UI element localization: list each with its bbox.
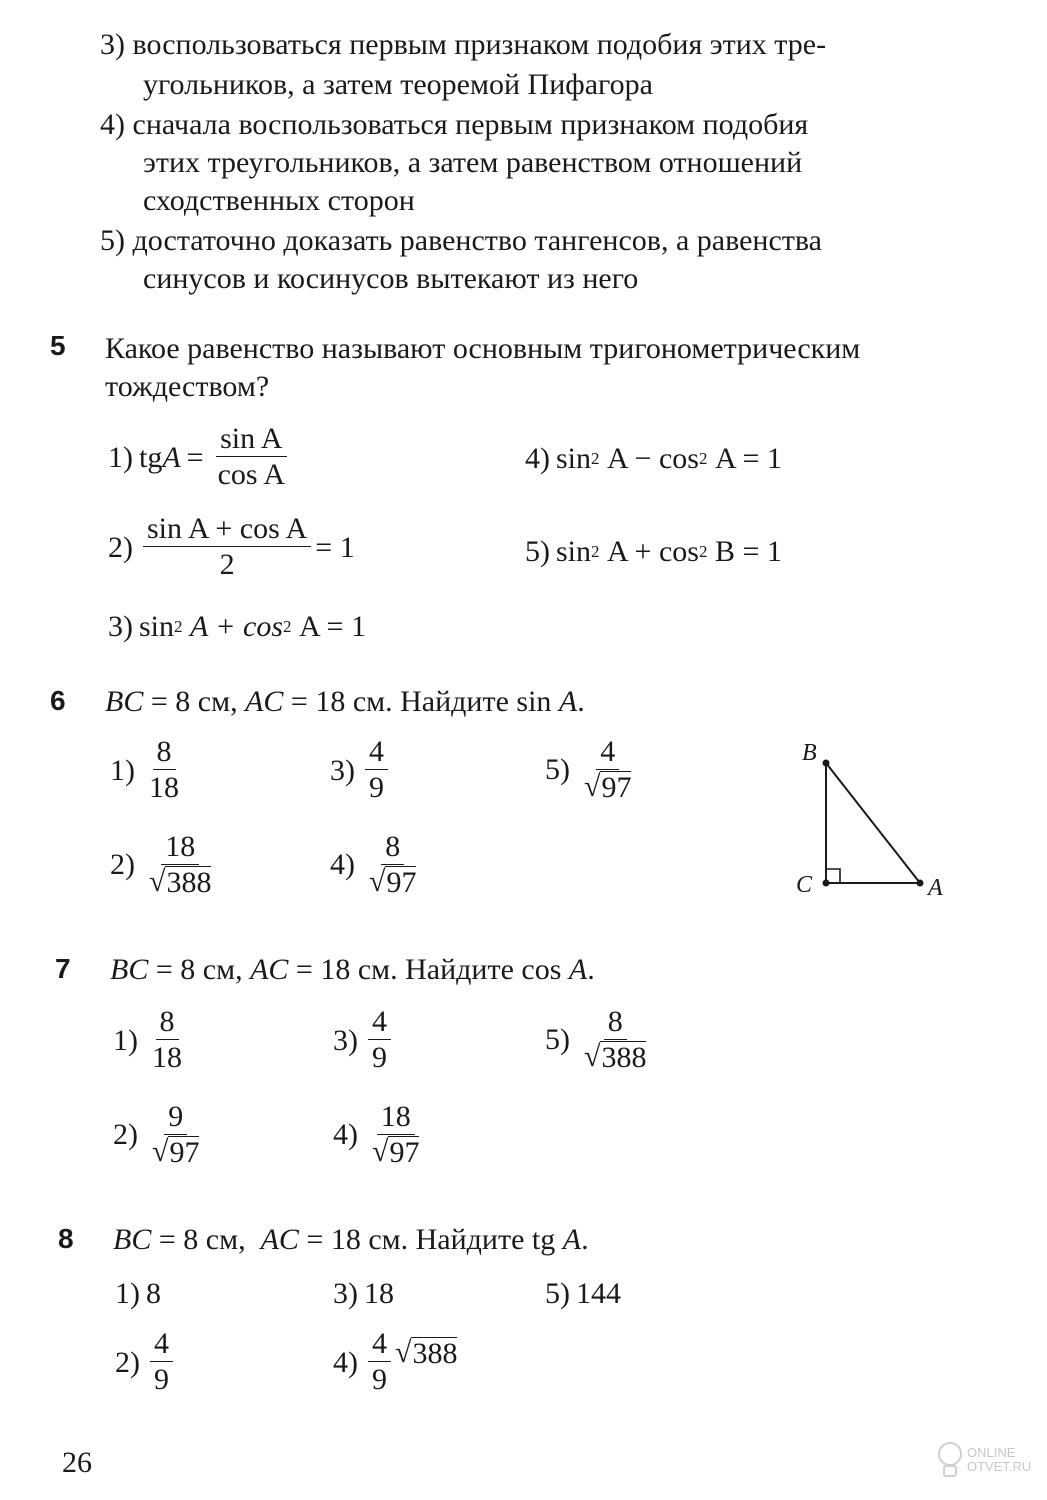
watermark-logo xyxy=(937,1440,1031,1480)
fraction xyxy=(368,1327,391,1398)
q5-option-2[interactable] xyxy=(108,512,355,583)
fraction xyxy=(145,735,183,806)
q6-option-4[interactable] xyxy=(330,830,424,899)
option-label: 1) xyxy=(115,1277,140,1310)
radicand: 388 xyxy=(412,1336,458,1370)
option-label: 1) xyxy=(110,753,135,787)
q5-option-3[interactable]: 3) sin 2 A + cos 2 A = 1 xyxy=(108,610,366,643)
expression: A − cos xyxy=(607,442,699,475)
denominator: 9 xyxy=(154,1363,169,1396)
option-label: 5) xyxy=(545,752,570,786)
fraction xyxy=(580,1005,650,1074)
statement-text: = 18 см. Найдите tg xyxy=(298,1223,563,1256)
denominator-sqrt: √ 97 xyxy=(152,1135,200,1169)
question-number: 6 xyxy=(50,685,66,716)
option-label: 2) xyxy=(110,847,135,881)
statement-text: . xyxy=(577,685,585,718)
question-statement xyxy=(105,683,585,721)
option-label: 1) xyxy=(108,440,133,474)
option-label: 5) xyxy=(100,224,125,257)
q5-option-4[interactable]: 4) sin 2 A − cos 2 A = 1 xyxy=(525,442,782,475)
variable: A xyxy=(558,685,578,718)
option-text: угольников, а затем теоремой Пифагора xyxy=(143,68,653,101)
variable: A xyxy=(162,440,181,474)
segment-bc: BC xyxy=(113,1223,152,1256)
option-label: 5) xyxy=(545,1277,570,1310)
side-ab xyxy=(826,763,920,883)
option-text: синусов и косинусов вытекают из него xyxy=(143,262,639,295)
equals: = xyxy=(186,440,204,474)
numerator: 4 xyxy=(596,735,619,770)
q8-option-5[interactable] xyxy=(545,1277,621,1311)
option-label: 4) xyxy=(100,108,125,141)
option-label: 5) xyxy=(525,535,550,568)
statement-text: = 18 см. Найдите cos xyxy=(288,953,569,986)
option-label: 4) xyxy=(525,442,550,475)
denominator-sqrt: √ 97 xyxy=(584,770,632,804)
statement-text: = 8 см, xyxy=(151,1223,261,1256)
denominator-sqrt: √ 97 xyxy=(369,865,417,899)
q5-option-1[interactable] xyxy=(108,422,293,493)
question-statement xyxy=(110,951,595,989)
denominator: 9 xyxy=(369,771,384,804)
expression: A = 1 xyxy=(714,442,782,475)
option-text: сначала воспользоваться первым признаком подобия xyxy=(132,108,809,141)
denominator-sqrt: √ 388 xyxy=(149,865,212,899)
fraction xyxy=(368,1005,391,1076)
vertex-c-dot xyxy=(823,880,830,887)
numerator: 8 xyxy=(156,1005,179,1040)
q6-option-2[interactable] xyxy=(110,830,219,899)
option-label: 2) xyxy=(113,1117,138,1151)
expression: A + cos xyxy=(190,610,284,643)
q7-option-5[interactable] xyxy=(545,1005,654,1074)
option-label: 3) xyxy=(100,28,125,61)
watermark-line1: ONLINE xyxy=(967,1445,1016,1460)
expression: A = 1 xyxy=(299,610,366,643)
radicand: 388 xyxy=(601,1041,647,1074)
expression: B = 1 xyxy=(714,535,782,568)
option-text: достаточно доказать равенство тангенсов, а равенства xyxy=(132,224,822,257)
segment-bc: BC xyxy=(110,953,149,986)
option-value: 144 xyxy=(576,1277,621,1310)
question-number: 8 xyxy=(58,1223,74,1254)
denominator: 9 xyxy=(372,1041,387,1074)
fraction xyxy=(365,735,388,806)
q7-option-2[interactable] xyxy=(113,1100,207,1169)
statement-text: . xyxy=(581,1223,589,1256)
option-label: 5) xyxy=(545,1022,570,1056)
numerator: 8 xyxy=(604,1005,627,1040)
segment-bc: BC xyxy=(105,685,144,718)
q6-option-1[interactable] xyxy=(110,735,187,806)
option-label: 1) xyxy=(113,1023,138,1057)
fraction xyxy=(365,830,420,899)
variable: A xyxy=(568,953,588,986)
lightbulb-icon xyxy=(937,1440,963,1480)
segment-ac: AC xyxy=(260,1223,299,1256)
denominator: 9 xyxy=(372,1363,387,1396)
option-label: 2) xyxy=(108,530,133,564)
q7-option-4[interactable] xyxy=(333,1100,427,1169)
denominator: cos A xyxy=(217,458,286,491)
option-label: 2) xyxy=(115,1345,140,1379)
q7-option-3[interactable] xyxy=(333,1005,395,1076)
sin-text: sin xyxy=(556,535,592,568)
vertex-c-label: C xyxy=(796,872,813,898)
fraction xyxy=(368,1100,423,1169)
watermark-text xyxy=(967,1446,1031,1474)
q5-option-5[interactable]: 5) sin 2 A + cos 2 B = 1 xyxy=(525,535,782,568)
segment-ac: AC xyxy=(250,953,289,986)
question-number: 5 xyxy=(50,330,66,361)
numerator: 4 xyxy=(365,735,388,770)
option-label: 3) xyxy=(330,753,355,787)
option-text: воспользоваться первым признаком подобия этих тре- xyxy=(132,28,827,61)
option-text: сходственных сторон xyxy=(143,184,415,217)
numerator: sin A xyxy=(216,422,287,457)
right-triangle-figure xyxy=(790,735,960,905)
question-number: 7 xyxy=(55,953,71,984)
variable: A xyxy=(562,1223,582,1256)
option-label: 3) xyxy=(108,610,133,643)
question-text: Какое равенство называют основным тригонометрическим xyxy=(105,332,861,365)
vertex-b-label: B xyxy=(802,740,817,766)
fraction xyxy=(143,512,311,583)
option-value: 18 xyxy=(364,1277,394,1310)
option-label: 4) xyxy=(330,847,355,881)
question-statement xyxy=(113,1221,589,1259)
vertex-a-label: A xyxy=(928,875,943,901)
q6-option-3[interactable] xyxy=(330,735,392,806)
intro-option-3 xyxy=(100,26,826,64)
sqrt-expression: √ 388 xyxy=(395,1335,458,1370)
tg-text: tg xyxy=(139,440,163,474)
q8-option-3[interactable] xyxy=(333,1277,394,1311)
numerator: 8 xyxy=(381,830,404,865)
numerator: 8 xyxy=(153,735,176,770)
numerator: 4 xyxy=(368,1005,391,1040)
fraction xyxy=(150,1327,173,1398)
expression: A + cos xyxy=(607,535,699,568)
watermark-line2: OTVET.RU xyxy=(967,1459,1032,1474)
radicand: 97 xyxy=(386,866,417,899)
denominator: 18 xyxy=(152,1041,182,1074)
denominator-sqrt: √ 97 xyxy=(372,1135,420,1169)
option-value: 8 xyxy=(146,1277,161,1310)
intro-option-4 xyxy=(100,106,808,144)
q8-option-4[interactable] xyxy=(333,1327,457,1398)
option-label: 4) xyxy=(333,1117,358,1151)
numerator: 18 xyxy=(377,1100,415,1135)
numerator: 4 xyxy=(368,1327,391,1362)
numerator: 4 xyxy=(150,1327,173,1362)
vertex-a-dot xyxy=(917,880,924,887)
vertex-b-dot xyxy=(823,760,830,767)
denominator: 18 xyxy=(149,771,179,804)
radicand: 97 xyxy=(389,1136,420,1169)
sin-text: sin xyxy=(139,610,175,643)
radicand: 97 xyxy=(169,1136,200,1169)
numerator: 9 xyxy=(164,1100,187,1135)
intro-option-5 xyxy=(100,222,822,260)
fraction xyxy=(580,735,635,804)
equation-rhs: = 1 xyxy=(315,530,355,564)
option-label: 3) xyxy=(333,1023,358,1057)
statement-text: = 18 см. Найдите sin xyxy=(283,685,559,718)
statement-text: = 8 см, xyxy=(143,685,246,718)
statement-text: . xyxy=(587,953,595,986)
option-label: 4) xyxy=(333,1345,358,1379)
option-text: этих треугольников, а затем равенством отношений xyxy=(143,146,803,179)
statement-text: = 8 см, xyxy=(148,953,251,986)
fraction xyxy=(148,1100,203,1169)
q8-option-1[interactable] xyxy=(115,1277,161,1311)
denominator: 2 xyxy=(219,548,235,581)
segment-ac: AC xyxy=(245,685,284,718)
fraction xyxy=(145,830,215,899)
numerator: 18 xyxy=(161,830,199,865)
radicand: 388 xyxy=(166,866,212,899)
denominator-sqrt: √ 388 xyxy=(584,1040,647,1074)
fraction xyxy=(214,422,290,493)
option-label: 3) xyxy=(333,1277,358,1310)
question-text: тождеством? xyxy=(105,370,270,403)
q7-option-1[interactable] xyxy=(113,1005,190,1076)
numerator: sin A + cos A xyxy=(143,512,311,547)
sin-text: sin xyxy=(556,442,592,475)
q6-option-5[interactable] xyxy=(545,735,639,804)
q8-option-2[interactable] xyxy=(115,1327,177,1398)
radicand: 97 xyxy=(601,771,632,804)
page-number: 26 xyxy=(62,1446,92,1479)
fraction xyxy=(148,1005,186,1076)
